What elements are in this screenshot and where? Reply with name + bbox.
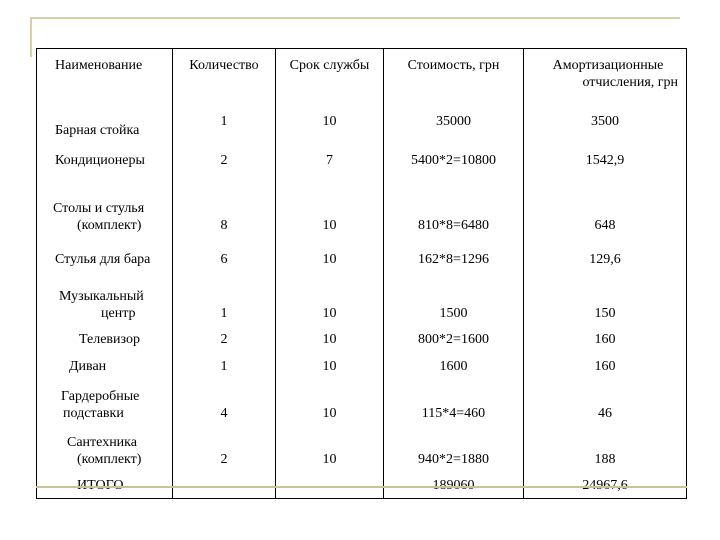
row-name: Стулья для бара	[37, 240, 173, 280]
row-quantity: 2	[173, 426, 276, 474]
row-quantity: 1	[173, 353, 276, 380]
row-quantity: 2	[173, 139, 276, 182]
row-name-line2: (комплект)	[77, 451, 142, 467]
row-name	[37, 280, 173, 326]
row-name-line1: Сантехника	[67, 434, 137, 450]
row-depreciation: 150	[524, 280, 687, 326]
table-row	[37, 139, 687, 182]
row-depreciation: 3500	[524, 104, 687, 139]
row-life: 10	[276, 326, 384, 353]
row-name	[37, 182, 173, 240]
header-service-life: Срок службы	[276, 49, 384, 104]
table-row	[37, 380, 687, 426]
row-depreciation: 160	[524, 353, 687, 380]
row-depreciation: 160	[524, 326, 687, 353]
table-row	[37, 280, 687, 326]
table-row	[37, 104, 687, 139]
row-life: 10	[276, 182, 384, 240]
row-depreciation: 648	[524, 182, 687, 240]
table-bottom-shadow	[36, 486, 687, 488]
row-name-line1: Музыкальный	[59, 288, 144, 304]
row-name	[37, 426, 173, 474]
row-life: 10	[276, 353, 384, 380]
row-quantity: 1	[173, 104, 276, 139]
header-depreciation	[524, 49, 687, 104]
row-life: 10	[276, 380, 384, 426]
row-name-line2: центр	[101, 305, 136, 321]
row-cost: 35000	[384, 104, 524, 139]
header-quantity: Количество	[173, 49, 276, 104]
table-row	[37, 240, 687, 280]
row-name: Телевизор	[37, 326, 173, 353]
row-quantity: 8	[173, 182, 276, 240]
header-depreciation-line1: Амортизационные	[552, 58, 664, 73]
table-row	[37, 353, 687, 380]
row-name: Диван	[37, 353, 173, 380]
decorative-top-line	[30, 17, 680, 19]
row-quantity: 1	[173, 280, 276, 326]
header-row	[37, 49, 687, 104]
row-depreciation: 188	[524, 426, 687, 474]
row-name	[37, 380, 173, 426]
row-cost: 940*2=1880	[384, 426, 524, 474]
row-name-line1: Столы и стулья	[53, 200, 145, 216]
row-life: 10	[276, 280, 384, 326]
row-quantity: 2	[173, 326, 276, 353]
decorative-left-line	[30, 17, 32, 57]
table-row	[37, 182, 687, 240]
row-cost: 5400*2=10800	[384, 139, 524, 182]
depreciation-table	[36, 48, 687, 499]
row-name: Барная стойка	[37, 104, 173, 139]
row-cost: 115*4=460	[384, 380, 524, 426]
row-name: Кондиционеры	[37, 139, 173, 182]
row-life: 10	[276, 426, 384, 474]
header-name: Наименование	[37, 49, 173, 104]
header-cost: Стоимость, грн	[384, 49, 524, 104]
row-quantity: 6	[173, 240, 276, 280]
row-depreciation: 46	[524, 380, 687, 426]
row-cost: 810*8=6480	[384, 182, 524, 240]
row-cost: 800*2=1600	[384, 326, 524, 353]
row-cost: 1500	[384, 280, 524, 326]
row-cost: 162*8=1296	[384, 240, 524, 280]
row-name-line1: Гардеробные	[61, 388, 140, 404]
row-depreciation: 1542,9	[524, 139, 687, 182]
row-life: 10	[276, 240, 384, 280]
header-depreciation-line2: отчисления, грн	[582, 75, 678, 90]
row-life: 10	[276, 104, 384, 139]
row-quantity: 4	[173, 380, 276, 426]
row-life: 7	[276, 139, 384, 182]
table-row	[37, 326, 687, 353]
row-cost: 1600	[384, 353, 524, 380]
row-depreciation: 129,6	[524, 240, 687, 280]
row-name-line2: подставки	[63, 405, 124, 421]
row-name-line2: (комплект)	[77, 217, 142, 233]
table-row	[37, 426, 687, 474]
